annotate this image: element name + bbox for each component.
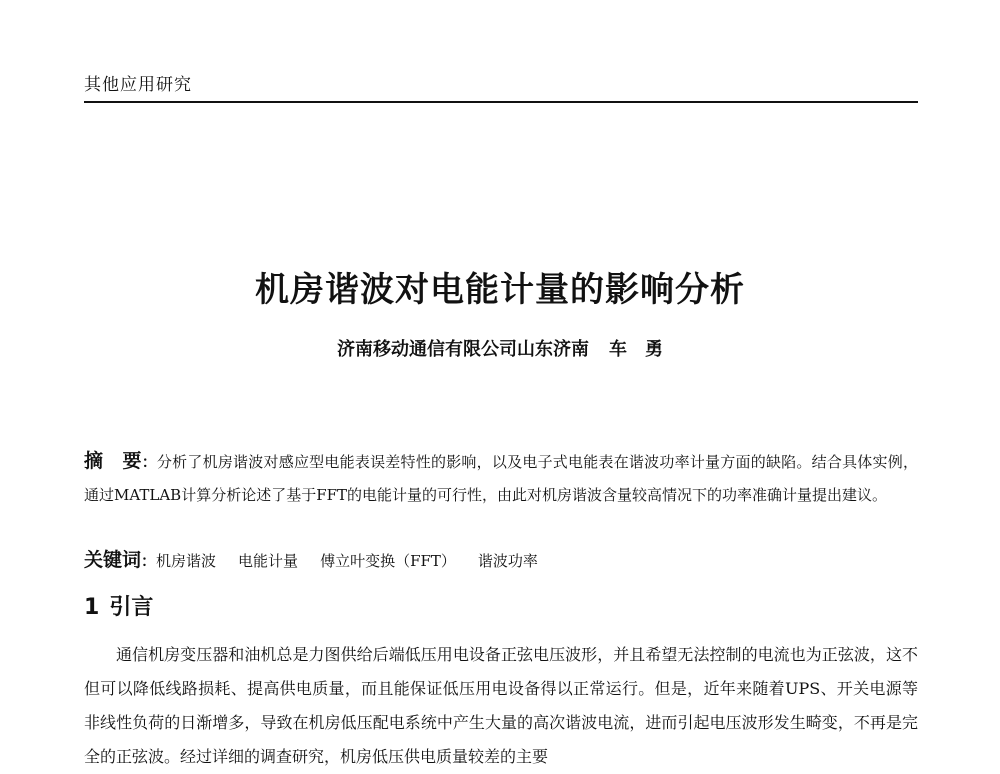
author-affiliation: 济南移动通信有限公司山东济南 [337,339,589,360]
paper-title: 机房谐波对电能计量的影响分析 [255,270,745,310]
keyword-item: 机房谐波 [156,552,217,570]
body-paragraph: 通信机房变压器和油机总是力图供给后端低压用电设备正弦电压波形，并且希望无法控制的电流也为正弦波，这不但可以降低线路损耗、提高供电质量，而且能保证低压用电设备得以正常运行。但是，近年来随着UPS、开关电源等非线性负荷的日渐增多，导致在机房低压配电系统中产生大量的高次谐波电流，进而引起电压波形发生畸变，不再是完全的正弦波。经过详细的调查研究，机房低压供电质量较差的主要 [84,645,918,766]
keywords-label: 关键词 [84,549,142,571]
abstract [84,445,918,512]
header-rule [84,101,918,103]
keyword-item: 电能计量 [238,552,299,570]
author-line [0,335,1000,361]
section-title: 引言 [109,595,154,620]
keywords [84,545,918,576]
abstract-label: 摘 要 [84,450,142,472]
keyword-item: 傅立叶变换（FFT） [320,552,456,570]
running-header: 其他应用研究 [84,75,192,95]
section-number: 1 [84,595,100,620]
keywords-colon: ： [141,552,157,570]
keyword-item: 谐波功率 [477,552,538,570]
author-name: 车 勇 [609,339,663,360]
section-heading [84,590,153,621]
abstract-colon: ： [141,453,157,471]
abstract-text: 分析了机房谐波对感应型电能表误差特性的影响，以及电子式电能表在谐波功率计量方面的缺陷。结合具体实例，通过MATLAB计算分析论述了基于FFT的电能计量的可行性，由此对机房谐波含量较高情况下的功率准确计量提出建议。 [84,453,918,504]
